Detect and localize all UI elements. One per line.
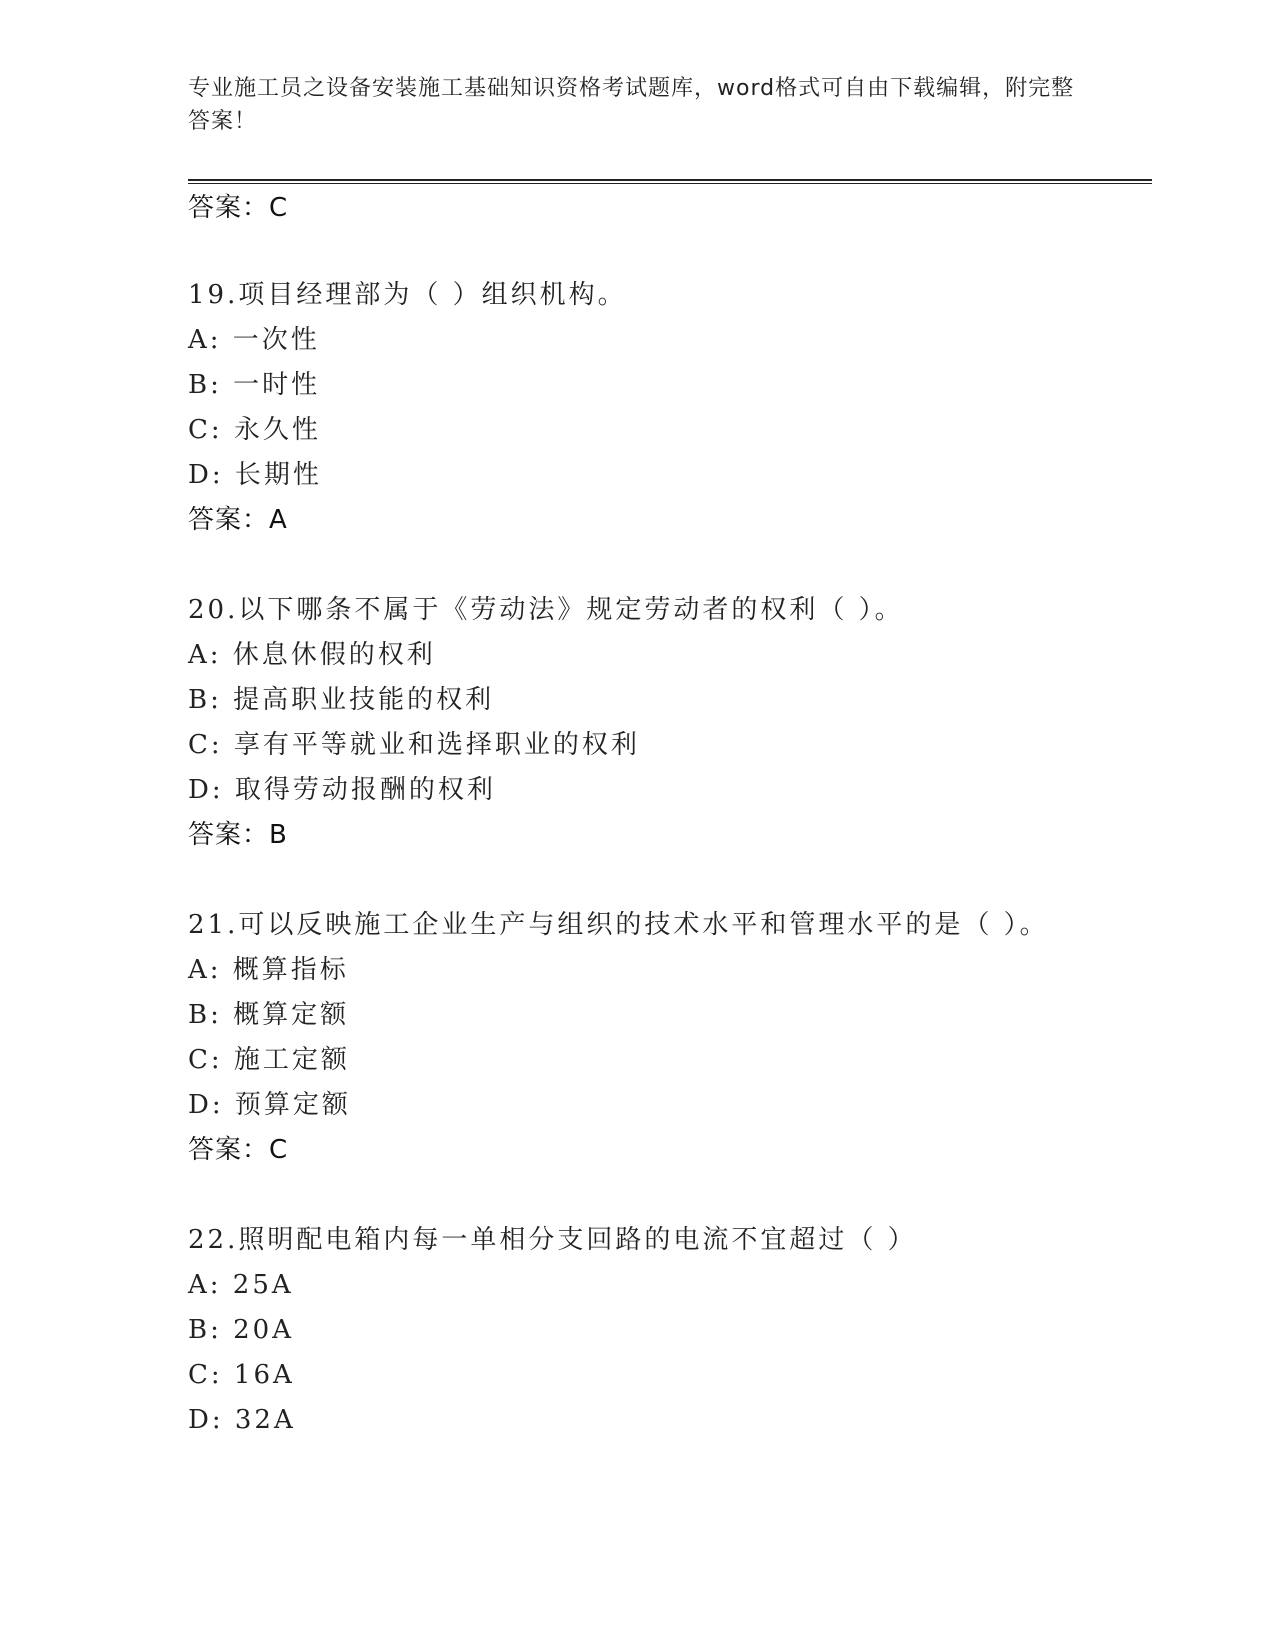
- option-a: A: 休息休假的权利: [188, 640, 436, 670]
- answer: 答案：C: [188, 1135, 289, 1165]
- option-d: D: 长期性: [188, 460, 322, 490]
- option-a: A: 25A: [188, 1270, 294, 1300]
- option-b: B: 20A: [188, 1315, 294, 1345]
- question-20: [188, 593, 904, 852]
- option-c: C: 永久性: [188, 415, 321, 445]
- question-stem: 21.可以反映施工企业生产与组织的技术水平和管理水平的是（ ）。: [188, 910, 1049, 940]
- option-a: A: 概算指标: [188, 955, 349, 985]
- option-d: D: 32A: [188, 1405, 296, 1435]
- option-b: B: 概算定额: [188, 1000, 350, 1030]
- answer: 答案：A: [188, 505, 288, 535]
- question-21: [188, 908, 1049, 1167]
- question-stem: 20.以下哪条不属于《劳动法》规定劳动者的权利（ ）。: [188, 595, 904, 625]
- option-b: B: 提高职业技能的权利: [188, 685, 495, 715]
- option-a: A: 一次性: [188, 325, 320, 355]
- answer: 答案：B: [188, 820, 288, 850]
- header-divider: [188, 179, 1152, 184]
- option-b: B: 一时性: [188, 370, 321, 400]
- option-d: D: 预算定额: [188, 1090, 351, 1120]
- question-stem: 22.照明配电箱内每一单相分支回路的电流不宜超过（ ）: [188, 1225, 917, 1255]
- option-d: D: 取得劳动报酬的权利: [188, 775, 496, 805]
- question-stem: 19.项目经理部为（ ）组织机构。: [188, 280, 627, 310]
- question-19: [188, 278, 627, 537]
- option-c: C: 享有平等就业和选择职业的权利: [188, 730, 640, 760]
- previous-answer: 答案：C: [188, 193, 289, 223]
- option-c: C: 施工定额: [188, 1045, 350, 1075]
- option-c: C: 16A: [188, 1360, 295, 1390]
- question-22: [188, 1223, 917, 1437]
- document-header: 专业施工员之设备安装施工基础知识资格考试题库，word格式可自由下载编辑，附完整答案！: [188, 76, 1075, 134]
